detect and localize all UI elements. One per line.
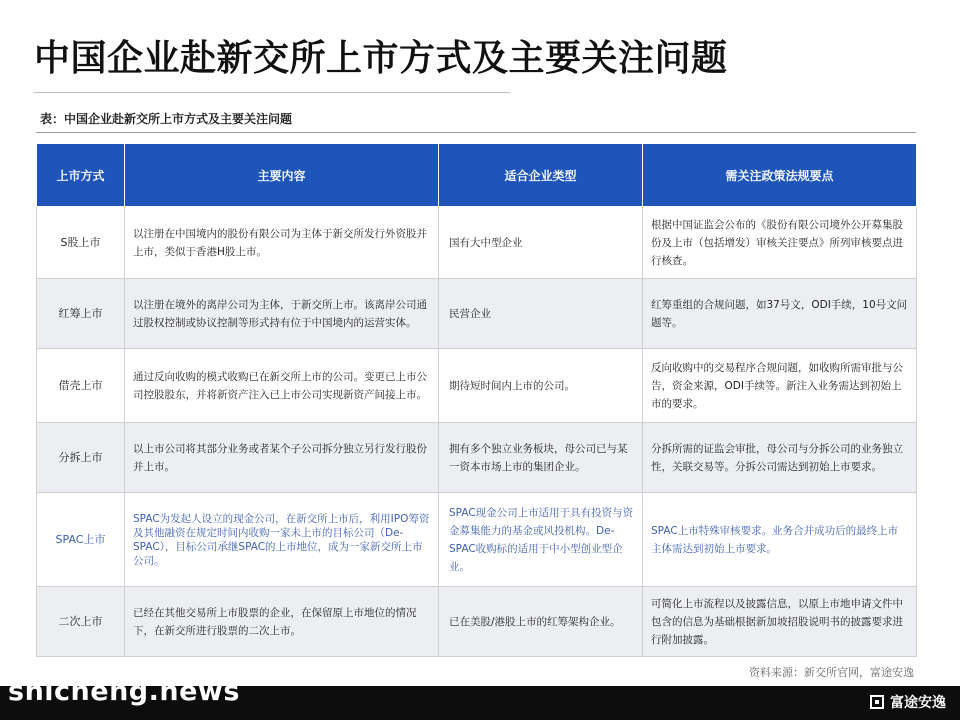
row-policy: 可简化上市流程以及披露信息，以原上市地申请文件中包含的信息为基础根据新加坡招股说明书的披露要求进行附加披露。 bbox=[643, 587, 917, 657]
header-content: 主要内容 bbox=[125, 144, 439, 207]
row-content: 以注册在中国境内的股份有限公司为主体于新交所发行外资股并上市，类似于香港H股上市。 bbox=[125, 207, 439, 279]
header-policy: 需关注政策法规要点 bbox=[643, 144, 917, 207]
row-policy: 红筹重组的合规问题，如37号文，ODI手续，10号文问题等。 bbox=[643, 279, 917, 349]
header-type: 适合企业类型 bbox=[439, 144, 643, 207]
brand-mark bbox=[870, 692, 946, 712]
row-type: 期待短时间内上市的公司。 bbox=[439, 349, 643, 423]
row-type: 拥有多个独立业务板块，母公司已与某一资本市场上市的集团企业。 bbox=[439, 423, 643, 493]
listing-methods-table bbox=[36, 143, 917, 657]
row-policy: 根据中国证监会公布的《股份有限公司境外公开募集股份及上市（包括增发）审核关注要点》所列审核要点进行核查。 bbox=[643, 207, 917, 279]
row-content: 已经在其他交易所上市股票的企业，在保留原上市地位的情况下，在新交所进行股票的二次上市。 bbox=[125, 587, 439, 657]
table-row bbox=[37, 423, 917, 493]
row-content: SPAC为发起人设立的现金公司，在新交所上市后，利用IPO筹资及其他融资在规定时间内收购一家未上市的目标公司（De-SPAC），目标公司承继SPAC的上市地位，成为一家新交所上市公司。 bbox=[125, 493, 439, 587]
futu-logo-icon bbox=[870, 695, 884, 709]
table-row bbox=[37, 207, 917, 279]
table-row bbox=[37, 349, 917, 423]
caption-divider bbox=[36, 132, 916, 133]
row-type: SPAC现金公司上市适用于具有投资与资金募集能力的基金或风投机构。De-SPAC收购标的适用于中小型创业型企业。 bbox=[439, 493, 643, 587]
row-method: 借壳上市 bbox=[37, 349, 125, 423]
row-method: SPAC上市 bbox=[37, 493, 125, 587]
row-method: 二次上市 bbox=[37, 587, 125, 657]
table-row bbox=[37, 493, 917, 587]
header-method: 上市方式 bbox=[37, 144, 125, 207]
row-content: 以注册在境外的离岸公司为主体，于新交所上市。该离岸公司通过股权控制或协议控制等形式持有位于中国境内的运营实体。 bbox=[125, 279, 439, 349]
row-policy: 反向收购中的交易程序合规问题，如收购所需审批与公告，资金来源，ODI手续等。新注入业务需达到初始上市的要求。 bbox=[643, 349, 917, 423]
source-note: 资料来源：新交所官网，富途安逸 bbox=[749, 666, 914, 679]
row-type: 国有大中型企业 bbox=[439, 207, 643, 279]
table-header-row bbox=[37, 144, 917, 207]
row-type: 已在美股/港股上市的红筹架构企业。 bbox=[439, 587, 643, 657]
row-method: 红筹上市 bbox=[37, 279, 125, 349]
brand-name: 富途安逸 bbox=[890, 695, 946, 711]
row-method: 分拆上市 bbox=[37, 423, 125, 493]
row-content: 以上市公司将其部分业务或者某个子公司拆分独立另行发行股份并上市。 bbox=[125, 423, 439, 493]
table-caption: 表：中国企业赴新交所上市方式及主要关注问题 bbox=[40, 112, 293, 126]
title-divider bbox=[34, 92, 510, 93]
row-policy: SPAC上市特殊审核要求。业务合并成功后的最终上市主体需达到初始上市要求。 bbox=[643, 493, 917, 587]
row-policy: 分拆所需的证监会审批，母公司与分拆公司的业务独立性，关联交易等。分拆公司需达到初始上市要求。 bbox=[643, 423, 917, 493]
table-row bbox=[37, 587, 917, 657]
page-title: 中国企业赴新交所上市方式及主要关注问题 bbox=[34, 38, 728, 79]
table-row bbox=[37, 279, 917, 349]
row-content: 通过反向收购的模式收购已在新交所上市的公司。变更已上市公司控股股东，并将新资产注入已上市公司实现新资产间接上市。 bbox=[125, 349, 439, 423]
row-type: 民营企业 bbox=[439, 279, 643, 349]
row-method: S股上市 bbox=[37, 207, 125, 279]
site-watermark: shicheng.news bbox=[8, 676, 240, 707]
